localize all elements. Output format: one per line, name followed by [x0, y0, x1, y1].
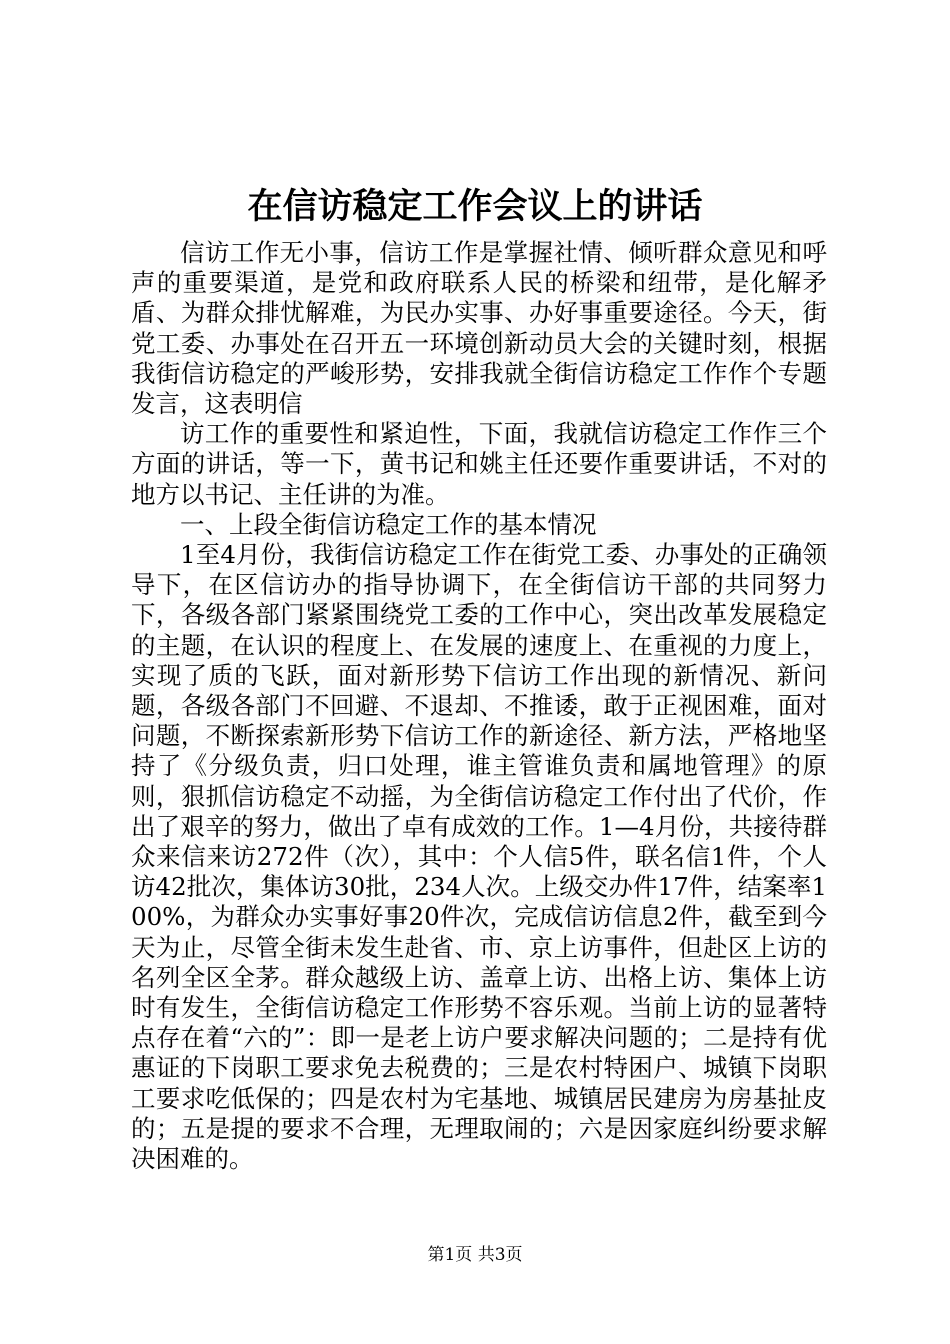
document-title: 在信访稳定工作会议上的讲话 — [247, 186, 703, 227]
page-number-footer: 第1页 共3页 — [427, 1245, 523, 1265]
paragraph-intro: 信访工作无小事，信访工作是掌握社情、倾听群众意见和呼声的重要渠道，是党和政府联系人民的桥梁和纽带，是化解矛盾、为群众排忧解难，为民办实事、办好事重要途径。今天，街党工委、办事处在召开五一环境创新动员大会的关键时刻，根据我街信访稳定的严峻形势，安排我就全街信访稳定工作作个专题发言，这表明信 — [131, 238, 827, 419]
paragraph-continuation: 访工作的重要性和紧迫性，下面，我就信访稳定工作作三个方面的讲话，等一下，黄书记和姚主任还要作重要讲话，不对的地方以书记、主任讲的为准。 — [131, 419, 827, 509]
paragraph-situation: 1至4月份，我街信访稳定工作在街党工委、办事处的正确领导下，在区信访办的指导协调下，在全街信访干部的共同努力下，各级各部门紧紧围绕党工委的工作中心，突出改革发展稳定的主题，在认识的程度上、在发展的速度上、在重视的力度上，实现了质的飞跃，面对新形势下信访工作出现的新情况、新问题，各级各部门不回避、不退却、不推诿，敢于正视困难，面对问题，不断探索新形势下信访工作的新途径、新方法，严格地坚持了《分级负责，归口处理，谁主管谁负责和属地管理》的原则，狠抓信访稳定不动摇，为全街信访稳定工作付出了代价，作出了艰辛的努力，做出了卓有成效的工作。1—4月份，共接待群众来信来访272件（次），其中：个人信5件，联名信1件，个人访42批次，集体访30批，234人次。上级交办件17件，结案率100%，为群众办实事好事20件次，完成信访信息2件，截至到今天为止，尽管全街未发生赴省、市、京上访事件，但赴区上访的名列全区全茅。群众越级上访、盖章上访、出格上访、集体上访时有发生，全街信访稳定工作形势不容乐观。当前上访的显著特点存在着“六的”：即一是老上访户要求解决问题的；二是持有优惠证的下岗职工要求免去税费的；三是农村特困户、城镇下岗职工要求吃低保的；四是农村为宅基地、城镇居民建房为房基扯皮的；五是提的要求不合理，无理取闹的；六是因家庭纠纷要求解决困难的。 — [131, 540, 827, 1174]
document-body — [131, 238, 827, 1174]
section-heading: 一、上段全街信访稳定工作的基本情况 — [180, 509, 597, 539]
